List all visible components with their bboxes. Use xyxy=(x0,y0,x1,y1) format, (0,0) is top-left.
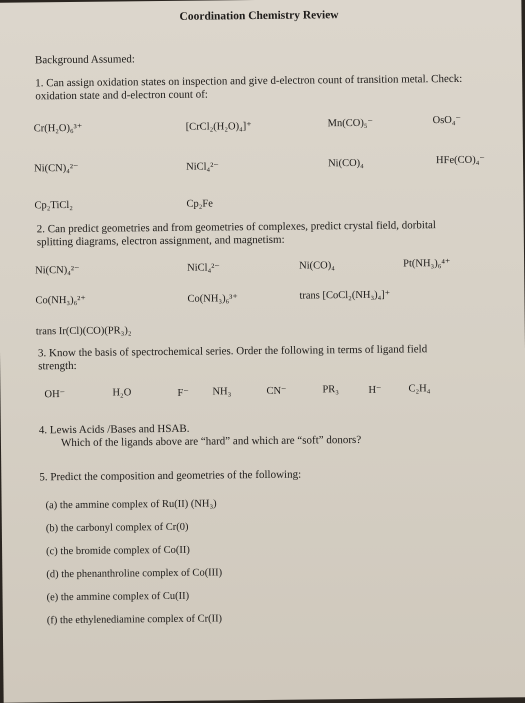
ligand: C₂H₄ xyxy=(408,383,431,395)
q2-formula: trans [CoCl₂(NH₃)₄]⁺ xyxy=(299,289,391,302)
q2-formula: Ni(CO)₄ xyxy=(299,260,335,272)
q1-formula: HFe(CO)₄⁻ xyxy=(435,154,485,167)
q2-text-line2: splitting diagrams, electron assignment, and magnetism: xyxy=(36,233,285,249)
ligand: CN⁻ xyxy=(266,385,287,397)
q1-formula: OsO₄⁻ xyxy=(432,114,462,127)
q2-formula: Ni(CN)₄²⁻ xyxy=(35,264,80,277)
ligand: H⁻ xyxy=(368,384,382,396)
q1-formula: Cp₂TiCl₂ xyxy=(34,199,74,212)
q5-item: (c) the bromide complex of Co(II) xyxy=(46,544,190,558)
q1-formula: Ni(CN)₄²⁻ xyxy=(34,162,79,175)
q3-text-line1: 3. Know the basis of spectrochemical series. Order the following in terms of ligand field xyxy=(37,343,428,360)
q5-text-line1: 5. Predict the composition and geometries of the following: xyxy=(39,468,302,484)
ligand: PR₃ xyxy=(322,384,339,396)
q1-text-line1: 1. Can assign oxidation states on inspection and give d-electron count of transition metal. Check: xyxy=(35,72,463,90)
ligand: H₂O xyxy=(112,387,132,399)
ligand: NH₃ xyxy=(212,386,232,398)
ligand: F⁻ xyxy=(177,387,189,399)
ligand: OH⁻ xyxy=(44,389,66,401)
q1-formula: Mn(CO)₅⁻ xyxy=(327,117,374,130)
q5-item: (f) the ethylenediamine complex of Cr(II) xyxy=(46,613,223,627)
q5-item: (d) the phenanthroline complex of Co(III) xyxy=(46,567,223,581)
q5-item: (b) the carbonyl complex of Cr(0) xyxy=(45,521,189,535)
page-title: Coordination Chemistry Review xyxy=(179,9,339,23)
q1-formula: NiCl₄²⁻ xyxy=(186,161,219,173)
q1-formula: [CrCl₂(H₂O)₄]⁺ xyxy=(185,121,252,133)
q1-formula: Ni(CO)₄ xyxy=(327,157,364,170)
q2-formula: NiCl₄²⁻ xyxy=(187,262,220,274)
background-heading: Background Assumed: xyxy=(34,53,135,67)
q5-item: (a) the ammine complex of Ru(II) (NH₃) xyxy=(45,498,217,512)
q5-item: (e) the ammine complex of Cu(II) xyxy=(46,590,190,604)
q4-text-line1: 4. Lewis Acids /Bases and HSAB. xyxy=(38,422,190,437)
q4-text-line2: Which of the ligands above are “hard” and which are “soft” donors? xyxy=(60,433,362,450)
q2-formula: Co(NH₃)₆³⁺ xyxy=(187,293,238,305)
q3-text-line2: strength: xyxy=(38,359,77,373)
q1-formula: Cp₂Fe xyxy=(186,198,213,210)
q2-formula: Co(NH₃)₆²⁺ xyxy=(35,294,86,307)
q1-formula: Cr(H₂O)₆³⁺ xyxy=(33,122,83,135)
q2-formula: Pt(NH₃)₆⁴⁺ xyxy=(403,258,451,270)
q2-formula: trans Ir(Cl)(CO)(PR₃)₂ xyxy=(35,325,132,338)
q2-text-line1: 2. Can predict geometries and from geometries of complexes, predict crystal field, dorbital xyxy=(36,219,436,236)
q1-text-line2: oxidation state and d-electron count of: xyxy=(35,88,208,103)
